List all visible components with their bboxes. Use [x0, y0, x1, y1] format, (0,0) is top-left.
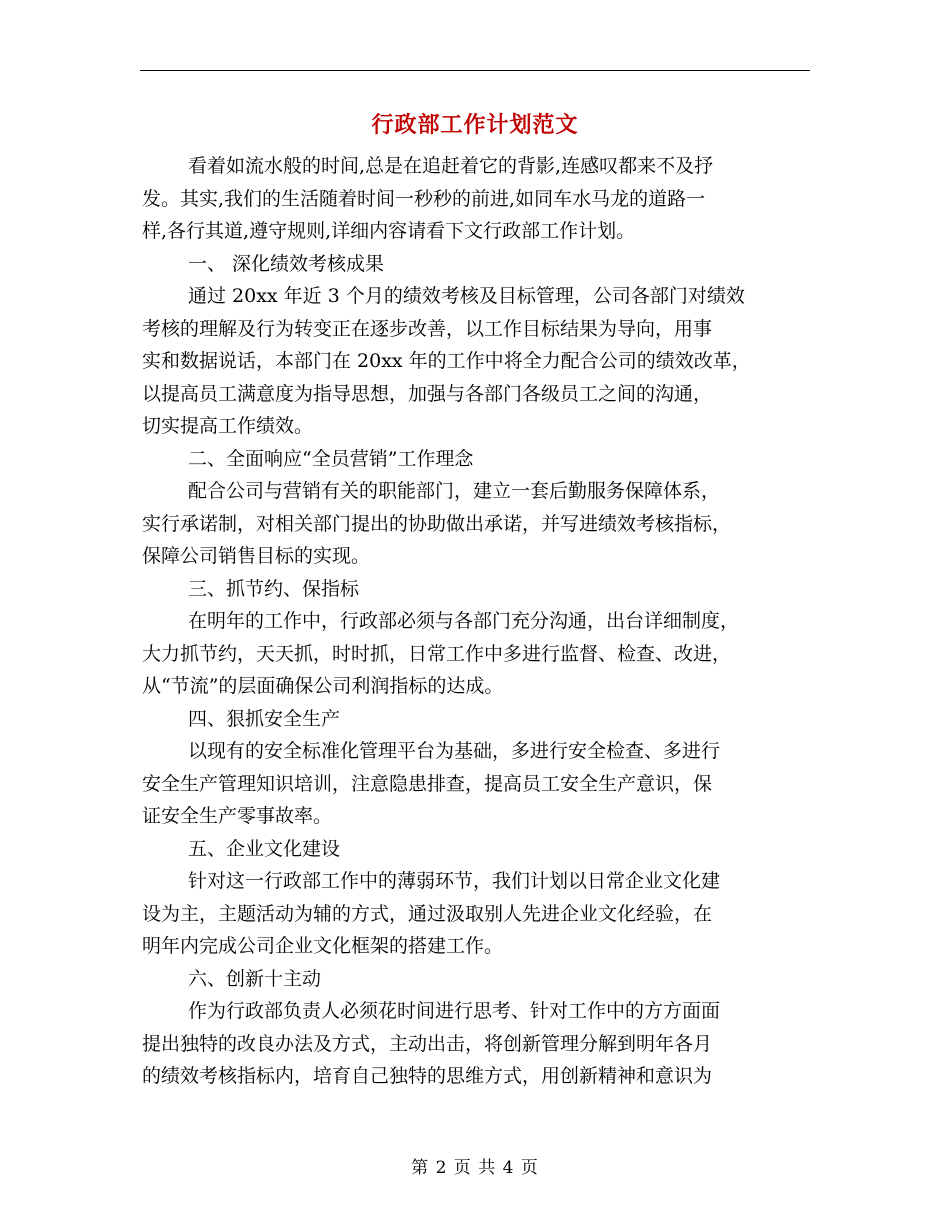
- section-heading: 四、狠抓安全生产: [188, 707, 341, 730]
- text-line: 样,各行其道,遵守规则,详细内容请看下文行政部工作计划。: [142, 220, 636, 242]
- text-line: 配合公司与营销有关的职能部门，建立一套后勤服务保障体系，: [188, 480, 721, 502]
- section-paragraph: [142, 995, 807, 1093]
- text-line: 看着如流水般的时间,总是在追赶着它的背影,连感叹都来不及抒: [188, 155, 714, 177]
- text-line: 安全生产管理知识培训，注意隐患排查，提高员工安全生产意识，保: [142, 772, 713, 795]
- text-line: 针对这一行政部工作中的薄弱环节，我们计划以日常企业文化建: [188, 870, 721, 892]
- text-line: 大力抓节约，天天抓，时时抓，日常工作中多进行监督、检查、改进，: [142, 642, 732, 665]
- section-heading: 二、全面响应“全员营销”工作理念: [188, 447, 474, 470]
- section-paragraph: [142, 280, 807, 443]
- document-title: 行政部工作计划范文: [371, 112, 579, 138]
- text-line: 实行承诺制，对相关部门提出的协助做出承诺，并写进绩效考核指标，: [142, 512, 732, 535]
- section-paragraph: [142, 605, 807, 703]
- section-paragraph: [142, 865, 807, 963]
- section-heading: 六、创新十主动: [188, 967, 322, 990]
- text-line: 作为行政部负责人必须花时间进行思考、针对工作中的方方面面: [188, 1000, 721, 1022]
- text-line: 提出独特的改良办法及方式，主动出击，将创新管理分解到明年各月: [142, 1032, 713, 1055]
- text-line: 以现有的安全标准化管理平台为基础，多进行安全检查、多进行: [188, 740, 721, 762]
- section-heading: 五、企业文化建设: [188, 837, 341, 860]
- section-paragraph: [142, 735, 807, 833]
- text-line: 考核的理解及行为转变正在逐步改善，以工作目标结果为导向，用事: [142, 317, 713, 340]
- text-line: 在明年的工作中，行政部必须与各部门充分沟通，出台详细制度，: [188, 610, 740, 632]
- section-heading: 三、抓节约、保指标: [188, 577, 360, 600]
- text-line: 从“节流”的层面确保公司利润指标的达成。: [142, 675, 504, 697]
- text-line: 切实提高工作绩效。: [142, 415, 314, 437]
- text-line: 设为主，主题活动为辅的方式，通过汲取别人先进企业文化经验，在: [142, 902, 713, 925]
- header-rule: [140, 70, 810, 71]
- text-line: 通过 20xx 年近 3 个月的绩效考核及目标管理，公司各部门对绩效: [188, 285, 745, 307]
- text-line: 以提高员工满意度为指导思想，加强与各部门各级员工之间的沟通，: [142, 382, 713, 405]
- section-paragraph: [142, 475, 807, 573]
- text-line: 证安全生产零事故率。: [142, 805, 333, 827]
- text-line: 保障公司销售目标的实现。: [142, 545, 371, 567]
- text-line: 发。其实,我们的生活随着时间一秒秒的前进,如同车水马龙的道路一: [142, 187, 706, 210]
- page-number-footer: 第 2 页 共 4 页: [411, 1158, 539, 1178]
- text-line: 的绩效考核指标内，培育自己独特的思维方式，用创新精神和意识为: [142, 1065, 713, 1087]
- text-line: 实和数据说话，本部门在 20xx 年的工作中将全力配合公司的绩效改革，: [142, 350, 751, 372]
- document-body: [142, 150, 807, 1093]
- intro-paragraph: [142, 150, 807, 248]
- section-heading: 一、 深化绩效考核成果: [188, 252, 385, 275]
- text-line: 明年内完成公司企业文化框架的搭建工作。: [142, 935, 504, 957]
